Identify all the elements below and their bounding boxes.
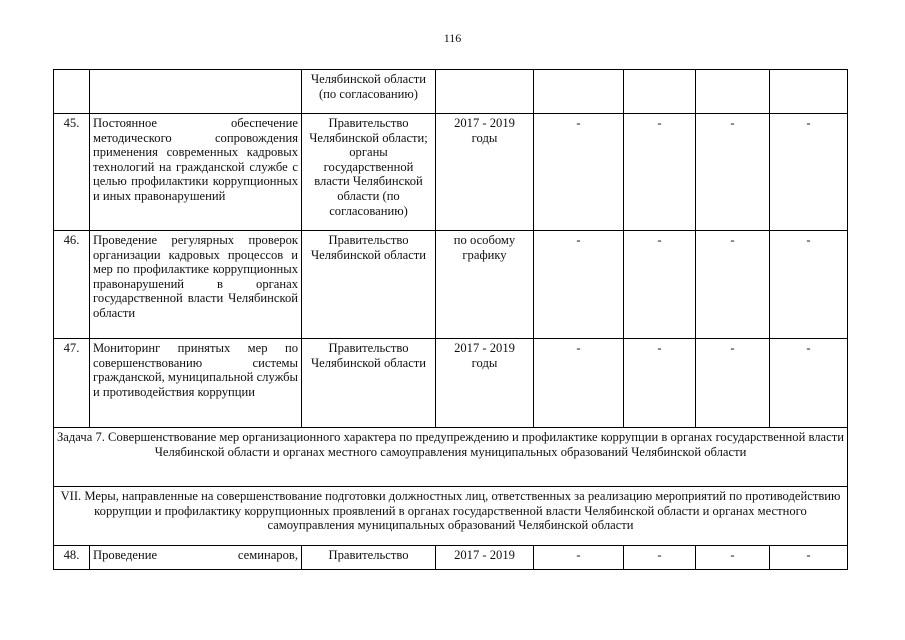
row-number-cell: 48. <box>54 546 90 570</box>
period-cell: 2017 - 2019 <box>436 546 534 570</box>
row-number-cell: 47. <box>54 339 90 428</box>
value-cell: - <box>624 546 696 570</box>
value-cell: - <box>770 114 848 231</box>
table-row-45 <box>54 114 848 231</box>
executor-cell: Правительство Челябинской области <box>302 231 436 339</box>
measure-cell: Постоянное обеспечение методического сопровождения применения современных кадровых технологий на гражданской службе с целью профилактики коррупционных и иных правонарушений <box>90 114 302 231</box>
table-row-47 <box>54 339 848 428</box>
section-7-row <box>54 487 848 546</box>
value-cell: - <box>770 339 848 428</box>
value-cell <box>534 70 624 114</box>
executor-cell: Правительство <box>302 546 436 570</box>
value-cell <box>770 70 848 114</box>
measure-cell <box>90 70 302 114</box>
executor-cell: Правительство Челябинской области; органы государственной власти Челябинской области (по согласованию) <box>302 114 436 231</box>
executor-cell: Правительство Челябинской области <box>302 339 436 428</box>
executor-cell: Челябинской области (по согласованию) <box>302 70 436 114</box>
value-cell <box>696 70 770 114</box>
value-cell: - <box>534 114 624 231</box>
measure-cell: Проведение регулярных проверок организации кадровых процессов и мер по профилактике коррупционных правонарушений в органах государственной власти Челябинской области <box>90 231 302 339</box>
period-cell <box>436 70 534 114</box>
table-row-48 <box>54 546 848 570</box>
row-number-cell: 46. <box>54 231 90 339</box>
value-cell: - <box>624 231 696 339</box>
row-number-cell <box>54 70 90 114</box>
period-cell: 2017 - 2019 годы <box>436 339 534 428</box>
anti-corruption-measures-table <box>53 69 848 570</box>
value-cell: - <box>696 231 770 339</box>
measure-cell: Мониторинг принятых мер по совершенствованию системы гражданской, муниципальной службы и противодействия коррупции <box>90 339 302 428</box>
value-cell: - <box>624 339 696 428</box>
value-cell: - <box>770 546 848 570</box>
section-7-heading: VII. Меры, направленные на совершенствование подготовки должностных лиц, ответственных за реализацию мероприятий по противодействию коррупции и профилактику коррупционных проявлений в органах государственной власти Челябинской области и органах местного самоуправления муниципальных образований Челябинской области <box>54 487 848 546</box>
value-cell: - <box>696 546 770 570</box>
table-row-46 <box>54 231 848 339</box>
period-cell: по особому графику <box>436 231 534 339</box>
value-cell: - <box>534 231 624 339</box>
task-7-row <box>54 428 848 487</box>
page-number: 116 <box>443 31 462 45</box>
period-cell: 2017 - 2019 годы <box>436 114 534 231</box>
task-7-heading: Задача 7. Совершенствование мер организационного характера по предупреждению и профилактике коррупции в органах государственной власти Челябинской области и органах местного самоуправления муниципальных образований Челябинской области <box>54 428 848 487</box>
value-cell <box>624 70 696 114</box>
value-cell: - <box>534 339 624 428</box>
table-row-continued <box>54 70 848 114</box>
value-cell: - <box>534 546 624 570</box>
value-cell: - <box>770 231 848 339</box>
row-number-cell: 45. <box>54 114 90 231</box>
measure-cell: Проведение семинаров, <box>90 546 302 570</box>
value-cell: - <box>696 339 770 428</box>
value-cell: - <box>624 114 696 231</box>
value-cell: - <box>696 114 770 231</box>
